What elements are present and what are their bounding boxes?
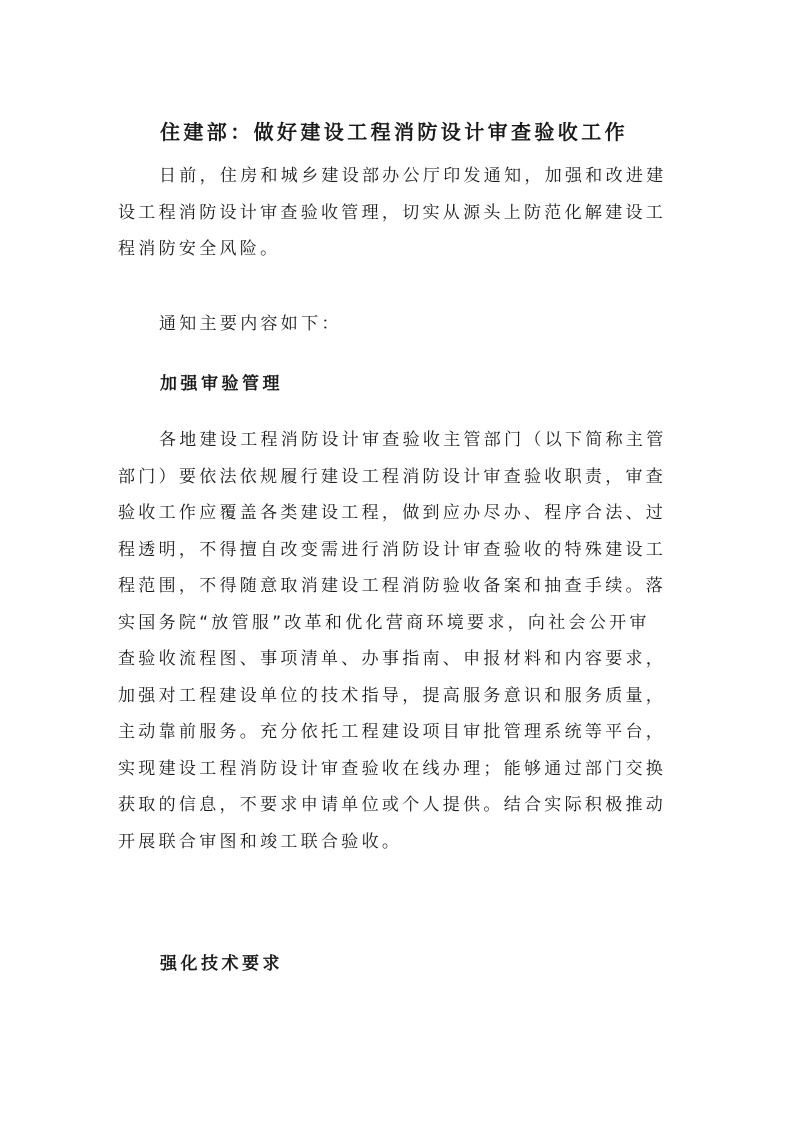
document-title: 住建部：做好建设工程消防设计审查验收工作	[160, 120, 628, 144]
paragraph-line: 主动靠前服务。充分依托工程建设项目审批管理系统等平台，	[118, 722, 667, 742]
paragraph-line: 程透明，不得擅自改变需进行消防设计审查验收的特殊建设工	[118, 539, 667, 560]
section-body-paragraph	[118, 422, 678, 860]
paragraph-line: 通知主要内容如下：	[159, 314, 342, 334]
paragraph-line: 加强对工程建设单位的技术指导，提高服务意识和服务质量，	[118, 685, 667, 706]
paragraph-line: 获取的信息，不要求申请单位或个人提供。结合实际积极推动	[118, 795, 667, 815]
paragraph-line: 日前，住房和城乡建设部办公厅印发通知，加强和改进建	[159, 166, 667, 186]
paragraph-line: 验收工作应覆盖各类建设工程，做到应办尽办、程序合法、过	[118, 503, 667, 523]
notice-lead-paragraph	[118, 306, 678, 343]
paragraph-line: 实现建设工程消防设计审查验收在线办理；能够通过部门交换	[118, 758, 667, 779]
section-heading: 加强审验管理	[160, 374, 283, 394]
paragraph-line: 程消防安全风险。	[118, 239, 281, 259]
intro-paragraph	[118, 158, 678, 268]
paragraph-line: 查验收流程图、事项清单、办事指南、申报材料和内容要求，	[118, 649, 667, 669]
paragraph-line: 部门）要依法依规履行建设工程消防设计审查验收职责，审查	[118, 466, 667, 487]
paragraph-line: 各地建设工程消防设计审查验收主管部门（以下简称主管	[159, 430, 667, 450]
paragraph-line: 实国务院“放管服”改革和优化营商环境要求，向社会公开审	[118, 612, 650, 633]
paragraph-line: 开展联合审图和竣工联合验收。	[118, 831, 403, 852]
section-heading: 强化技术要求	[160, 954, 283, 974]
paragraph-line: 设工程消防设计审查验收管理，切实从源头上防范化解建设工	[118, 202, 667, 223]
paragraph-line: 程范围，不得随意取消建设工程消防验收备案和抽查手续。落	[118, 576, 667, 596]
